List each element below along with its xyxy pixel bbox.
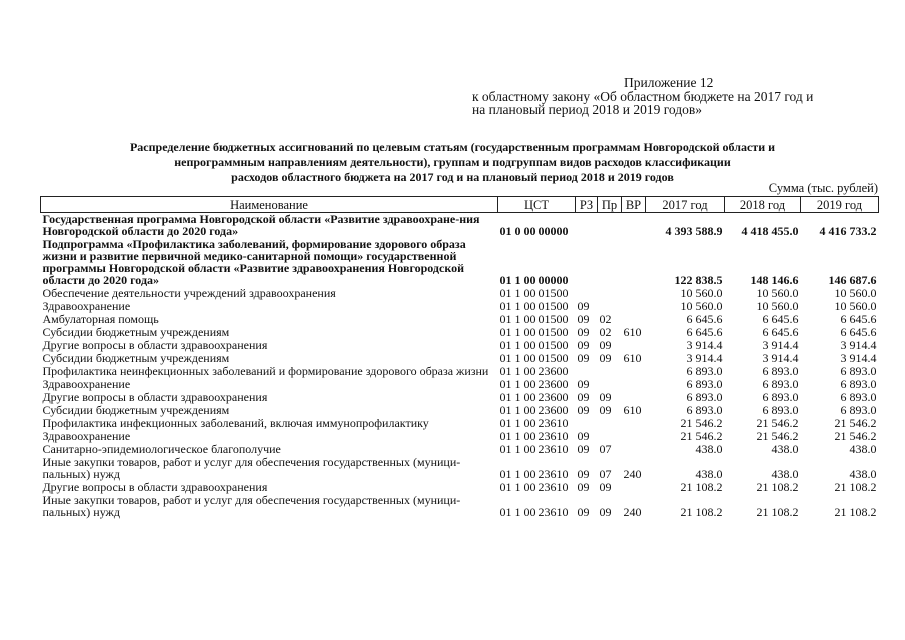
row-cst: 01 1 00 23610: [499, 505, 569, 519]
row-amount-2017: 3 914.4: [686, 338, 723, 352]
annex-number: Приложение 12: [624, 75, 714, 90]
row-amount-2019: 10 560.0: [834, 286, 877, 300]
row-rz: 09: [577, 467, 590, 481]
row-cst: 01 1 00 23600: [499, 403, 569, 417]
row-amount-2017: 4 393 588.9: [665, 224, 723, 238]
header-2019: 2019 год: [801, 197, 879, 213]
row-amount-2019: 3 914.4: [840, 338, 877, 352]
row-cst: 01 1 00 23610: [499, 480, 569, 494]
row-amount-2017: 21 108.2: [680, 505, 723, 519]
row-vr: 610: [623, 325, 642, 339]
row-rz: 09: [577, 505, 590, 519]
row-amount-2017: 6 893.0: [686, 364, 723, 378]
row-amount-2019: 6 893.0: [840, 403, 877, 417]
row-pr: 07: [599, 442, 612, 456]
row-cst: 01 1 00 01500: [499, 299, 569, 313]
row-amount-2018: 21 108.2: [756, 505, 799, 519]
row-cst: 01 1 00 23610: [499, 429, 569, 443]
row-vr: [622, 365, 646, 378]
row-pr: 09: [599, 480, 612, 494]
row-amount-2019: 21 546.2: [834, 429, 877, 443]
row-amount-2017: 438.0: [695, 467, 723, 481]
row-vr: [622, 300, 646, 313]
row-rz: 09: [577, 390, 590, 404]
row-amount-2018: 21 546.2: [756, 429, 799, 443]
row-name: Государственная программа Новгородской области «Развитие здравоохране-ния Новгородской области до 2020 года»: [42, 212, 480, 238]
row-vr: [622, 417, 646, 430]
row-pr: 02: [599, 325, 612, 339]
row-amount-2018: 6 645.6: [762, 325, 799, 339]
row-vr: [622, 430, 646, 443]
row-amount-2019: 6 645.6: [840, 312, 877, 326]
row-rz: 09: [577, 299, 590, 313]
row-cst: 01 1 00 01500: [499, 286, 569, 300]
row-rz: 09: [577, 351, 590, 365]
row-amount-2018: 21 108.2: [756, 480, 799, 494]
row-pr: [598, 417, 622, 430]
row-vr: 240: [623, 467, 642, 481]
row-name: Другие вопросы в области здравоохранения: [42, 480, 268, 494]
row-name: Другие вопросы в области здравоохранения: [42, 338, 268, 352]
row-vr: 610: [623, 351, 642, 365]
row-name: Санитарно-эпидемиологическое благополучие: [42, 442, 281, 456]
title-line-3: расходов областного бюджета на 2017 год и на плановый период 2018 и 2019 годов: [231, 170, 674, 184]
row-name: Подпрограмма «Профилактика заболеваний, формирование здорового образа жизни и развитие первичной медико-санитарной помощи» государственной программы Новгородской области «Развитие здравоохранения Новгородской области до 2020 года»: [42, 237, 466, 287]
row-pr: 09: [599, 505, 612, 519]
row-vr: [622, 481, 646, 494]
title-line-1: Распределение бюджетных ассигнований по целевым статьям (государственным программам Новгородской области и: [129, 140, 776, 154]
row-name: Здравоохранение: [42, 377, 131, 391]
row-amount-2017: 438.0: [695, 442, 723, 456]
row-amount-2019: 6 645.6: [840, 325, 877, 339]
row-amount-2019: 21 546.2: [834, 416, 877, 430]
row-rz: 09: [577, 312, 590, 326]
row-cst: 01 1 00 23610: [499, 442, 569, 456]
row-name: Субсидии бюджетным учреждениям: [42, 325, 230, 339]
row-amount-2017: 6 893.0: [686, 390, 723, 404]
row-amount-2017: 6 893.0: [686, 377, 723, 391]
row-amount-2018: 6 893.0: [762, 364, 799, 378]
row-pr: 02: [599, 312, 612, 326]
annex-law-reference: к областному закону «Об областном бюджете на 2017 год и: [472, 88, 814, 104]
row-amount-2019: 21 108.2: [834, 505, 877, 519]
table-row: [41, 300, 879, 313]
row-amount-2017: 6 645.6: [686, 325, 723, 339]
header-2018: 2018 год: [725, 197, 801, 213]
row-amount-2018: 148 146.6: [750, 273, 799, 287]
row-vr: [622, 238, 646, 287]
table-body: [41, 213, 879, 520]
row-amount-2019: 4 416 733.2: [819, 224, 877, 238]
row-vr: [622, 443, 646, 456]
row-name: Амбулаторная помощь: [42, 312, 159, 326]
row-vr: [622, 213, 646, 239]
header-cst: ЦСТ: [498, 197, 576, 213]
header-name: Наименование: [41, 197, 498, 213]
row-pr: [598, 213, 622, 239]
row-amount-2018: 3 914.4: [762, 351, 799, 365]
row-amount-2019: 3 914.4: [840, 351, 877, 365]
row-vr: [622, 287, 646, 300]
row-amount-2018: 6 645.6: [762, 312, 799, 326]
row-pr: 09: [599, 403, 612, 417]
budget-table: [40, 196, 879, 519]
header-pr: Пр: [598, 197, 622, 213]
row-rz: 09: [577, 403, 590, 417]
table-row: [41, 365, 879, 378]
row-amount-2018: 6 893.0: [762, 377, 799, 391]
row-rz: 09: [577, 429, 590, 443]
row-amount-2018: 3 914.4: [762, 338, 799, 352]
title-line-2: непрограммным направлениям деятельности), группам и подгруппам видов расходов классификации: [174, 155, 731, 169]
row-name: Здравоохранение: [42, 429, 131, 443]
row-name: Субсидии бюджетным учреждениям: [42, 351, 230, 365]
row-name: Субсидии бюджетным учреждениям: [42, 403, 230, 417]
row-pr: 07: [599, 467, 612, 481]
row-amount-2018: 10 560.0: [756, 299, 799, 313]
row-amount-2019: 438.0: [849, 467, 877, 481]
row-pr: [598, 238, 622, 287]
row-cst: 01 1 00 23610: [499, 416, 569, 430]
row-amount-2019: 10 560.0: [834, 299, 877, 313]
row-amount-2019: 6 893.0: [840, 364, 877, 378]
annex-law-period: на плановый период 2018 и 2019 годов»: [472, 102, 703, 117]
table-row: [41, 213, 879, 239]
header-vr: ВР: [622, 197, 646, 213]
row-amount-2018: 438.0: [771, 442, 799, 456]
row-vr: 610: [623, 403, 642, 417]
row-amount-2019: 6 893.0: [840, 390, 877, 404]
row-name: Профилактика неинфекционных заболеваний и формирование здорового образа жизни: [42, 364, 489, 378]
row-pr: [598, 287, 622, 300]
row-name: Здравоохранение: [42, 299, 131, 313]
row-amount-2018: 21 546.2: [756, 416, 799, 430]
row-rz: 09: [577, 442, 590, 456]
row-amount-2017: 21 108.2: [680, 480, 723, 494]
row-cst: 01 1 00 00000: [499, 273, 569, 287]
row-cst: 01 1 00 23600: [499, 364, 569, 378]
row-cst: 01 1 00 01500: [499, 338, 569, 352]
row-amount-2018: 6 893.0: [762, 390, 799, 404]
row-pr: 09: [599, 351, 612, 365]
row-cst: 01 1 00 23600: [499, 390, 569, 404]
row-vr: 240: [623, 505, 642, 519]
row-amount-2017: 21 546.2: [680, 429, 723, 443]
row-amount-2017: 6 893.0: [686, 403, 723, 417]
row-vr: [622, 378, 646, 391]
table-row: [41, 417, 879, 430]
row-cst: 01 0 00 00000: [499, 224, 569, 238]
row-pr: [598, 365, 622, 378]
table-row: [41, 238, 879, 287]
row-cst: 01 1 00 01500: [499, 312, 569, 326]
row-rz: [576, 238, 598, 287]
annex-heading: [472, 76, 882, 117]
row-cst: 01 1 00 01500: [499, 325, 569, 339]
row-amount-2017: 6 645.6: [686, 312, 723, 326]
row-rz: 09: [577, 338, 590, 352]
header-rz: РЗ: [576, 197, 598, 213]
row-amount-2017: 3 914.4: [686, 351, 723, 365]
row-amount-2017: 10 560.0: [680, 299, 723, 313]
document-title: [80, 140, 825, 185]
row-rz: 09: [577, 480, 590, 494]
table-row: [41, 287, 879, 300]
row-amount-2019: 438.0: [849, 442, 877, 456]
row-amount-2017: 122 838.5: [674, 273, 723, 287]
header-2017: 2017 год: [646, 197, 725, 213]
row-cst: 01 1 00 23610: [499, 467, 569, 481]
row-amount-2018: 6 893.0: [762, 403, 799, 417]
row-name: Иные закупки товаров, работ и услуг для обеспечения государственных (муници-пальных) нужд: [42, 493, 461, 519]
row-amount-2019: 6 893.0: [840, 377, 877, 391]
row-amount-2018: 4 418 455.0: [741, 224, 799, 238]
row-amount-2017: 21 546.2: [680, 416, 723, 430]
row-amount-2019: 21 108.2: [834, 480, 877, 494]
row-name: Обеспечение деятельности учреждений здравоохранения: [42, 286, 336, 300]
table-row: [41, 494, 879, 519]
row-amount-2018: 438.0: [771, 467, 799, 481]
table-row: [41, 456, 879, 481]
row-pr: 09: [599, 390, 612, 404]
row-rz: 09: [577, 377, 590, 391]
row-cst: 01 1 00 01500: [499, 351, 569, 365]
row-rz: [576, 213, 598, 239]
row-rz: 09: [577, 325, 590, 339]
row-name: Другие вопросы в области здравоохранения: [42, 390, 268, 404]
table-header-row: [41, 197, 879, 213]
units-label: Сумма (тыс. рублей): [768, 181, 878, 195]
row-name: Иные закупки товаров, работ и услуг для обеспечения государственных (муници-пальных) нужд: [42, 455, 461, 481]
row-name: Профилактика инфекционных заболеваний, включая иммунопрофилактику: [42, 416, 429, 430]
row-pr: 09: [599, 338, 612, 352]
row-amount-2017: 10 560.0: [680, 286, 723, 300]
row-amount-2019: 146 687.6: [828, 273, 877, 287]
row-amount-2018: 10 560.0: [756, 286, 799, 300]
row-cst: 01 1 00 23600: [499, 377, 569, 391]
